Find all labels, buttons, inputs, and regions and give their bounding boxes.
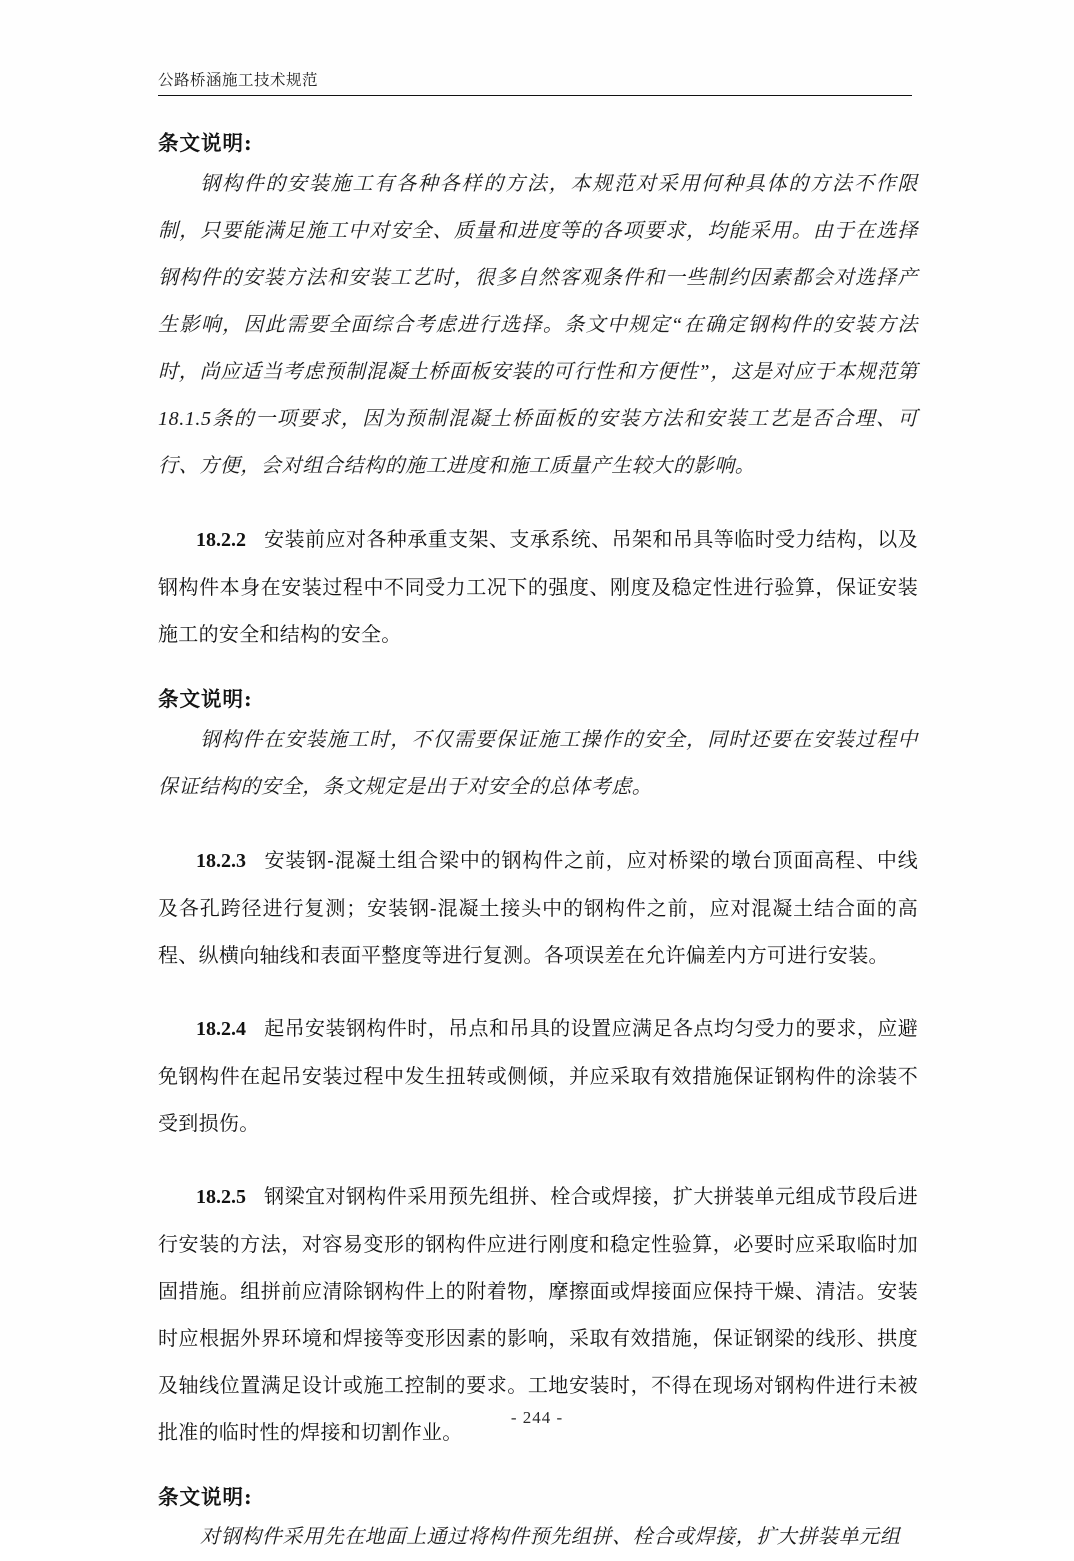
explanatory-note-block-3 (158, 1482, 918, 1561)
explanatory-note-paragraph-1: 钢构件的安装施工有各种各样的方法，本规范对采用何种具体的方法不作限制，只要能满足施工中对安全、质量和进度等的各项要求，均能采用。由于在选择钢构件的安装方法和安装工艺时，很多自然客观条件和一些制约因素都会对选择产生影响，因此需要全面综合考虑进行选择。条文中规定“在确定钢构件的安装方法时，尚应适当考虑预制混凝土桥面板安装的可行性和方便性”，这是对应于本规范第18.1.5条的一项要求，因为预制混凝土桥面板的安装方法和安装工艺是否合理、可行、方便，会对组合结构的施工进度和施工质量产生较大的影响。 (158, 161, 918, 490)
explanatory-note-block-2 (158, 684, 918, 811)
clause-paragraph-18-2-3 (158, 837, 918, 979)
page-content (158, 128, 918, 1561)
explanatory-note-block-1 (158, 128, 918, 490)
clause-text-18-2-4: 起吊安装钢构件时，吊点和吊具的设置应满足各点均匀受力的要求，应避免钢构件在起吊安装过程中发生扭转或侧倾，并应采取有效措施保证钢构件的涂装不受到损伤。 (158, 1016, 918, 1135)
clause-number-18-2-5: 18.2.5 (196, 1186, 246, 1208)
header-rule (158, 95, 912, 96)
clause-number-18-2-2: 18.2.2 (196, 529, 246, 551)
clause-number-18-2-4: 18.2.4 (196, 1018, 246, 1040)
clause-block-18-2-2 (158, 516, 918, 658)
explanatory-note-label-1: 条文说明: (158, 128, 918, 159)
clause-text-18-2-3: 安装钢-混凝土组合梁中的钢构件之前，应对桥梁的墩台顶面高程、中线及各孔跨径进行复测；安装钢-混凝土接头中的钢构件之前，应对混凝土结合面的高程、纵横向轴线和表面平整度等进行复测。各项误差在允许偏差内方可进行安装。 (158, 848, 918, 967)
clause-paragraph-18-2-4 (158, 1005, 918, 1147)
clause-number-18-2-3: 18.2.3 (196, 850, 246, 872)
running-header-title: 公路桥涵施工技术规范 (158, 72, 912, 91)
explanatory-note-label-2: 条文说明: (158, 684, 918, 715)
clause-text-18-2-5: 钢梁宜对钢构件采用预先组拼、栓合或焊接，扩大拼装单元组成节段后进行安装的方法，对容易变形的钢构件应进行刚度和稳定性验算，必要时应采取临时加固措施。组拼前应清除钢构件上的附着物，摩擦面或焊接面应保持干燥、清洁。安装时应根据外界环境和焊接等变形因素的影响，采取有效措施，保证钢梁的线形、拱度及轴线位置满足设计或施工控制的要求。工地安装时，不得在现场对钢构件进行未被批准的临时性的焊接和切割作业。 (158, 1184, 918, 1444)
clause-block-18-2-3 (158, 837, 918, 979)
page-number: - 244 - (511, 1408, 563, 1427)
explanatory-note-paragraph-3: 对钢构件采用先在地面上通过将构件预先组拼、栓合或焊接，扩大拼装单元组 (158, 1514, 918, 1561)
explanatory-note-label-3: 条文说明: (158, 1482, 918, 1513)
clause-text-18-2-2: 安装前应对各种承重支架、支承系统、吊架和吊具等临时受力结构，以及钢构件本身在安装过程中不同受力工况下的强度、刚度及稳定性进行验算，保证安装施工的安全和结构的安全。 (158, 527, 918, 646)
explanatory-note-paragraph-2: 钢构件在安装施工时，不仅需要保证施工操作的安全，同时还要在安装过程中保证结构的安全，条文规定是出于对安全的总体考虑。 (158, 717, 918, 811)
running-header (158, 72, 912, 96)
page-footer (0, 1408, 1074, 1428)
clause-paragraph-18-2-2 (158, 516, 918, 658)
clause-block-18-2-4 (158, 1005, 918, 1147)
